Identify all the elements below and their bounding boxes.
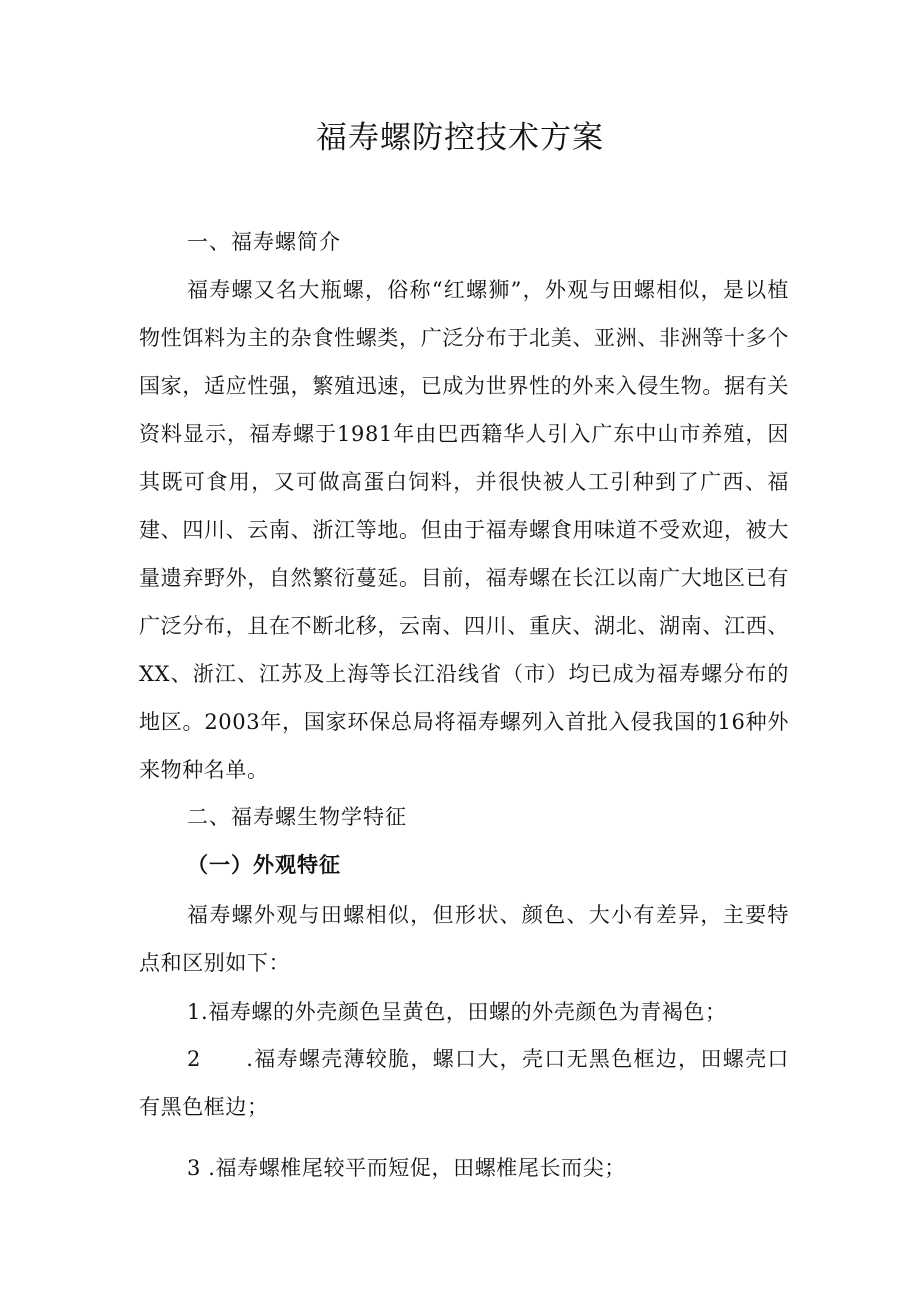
document-title: 福寿螺防控技术方案	[316, 120, 604, 156]
intro-paragraph: 福寿螺又名大瓶螺，俗称“红螺狮”，外观与田螺相似，是以植物性饵料为主的杂食性螺类，广泛分布于北美、亚洲、非洲等十多个国家，适应性强，繁殖迅速，已成为世界性的外来入侵生物。据有关资料显示，福寿螺于1981年由巴西籍华人引入广东中山市养殖，因其既可食用，又可做高蛋白饲料，并很快被人工引种到了广西、福建、四川、云南、浙江等地。但由于福寿螺食用味道不受欢迎，被大量遗弃野外，自然繁衍蔓延。目前，福寿螺在长江以南广大地区已有广泛分布，且在不断北移，云南、四川、重庆、湖北、湖南、江西、XX、浙江、江苏及上海等长江沿线省（市）均已成为福寿螺分布的地区。2003年，国家环保总局将福寿螺列入首批入侵我国的16种外来物种名单。	[139, 278, 789, 782]
section-heading-biology: 二、福寿螺生物学特征	[187, 805, 407, 829]
list-item-shell-mouth: 2 .福寿螺壳薄较脆，螺口大，壳口无黑色框边，田螺壳口有黑色框边；	[139, 1047, 789, 1119]
subsection-heading-appearance: （一）外观特征	[187, 852, 341, 877]
appearance-intro-paragraph: 福寿螺外观与田螺相似，但形状、颜色、大小有差异，主要特点和区别如下：	[139, 903, 789, 975]
list-item-shell-color: 1.福寿螺的外壳颜色呈黄色，田螺的外壳颜色为青褐色；	[187, 1000, 727, 1024]
section-heading-intro: 一、福寿螺简介	[187, 230, 341, 254]
list-item-shell-tip: 3 .福寿螺椎尾较平而短促，田螺椎尾长而尖；	[187, 1156, 626, 1180]
